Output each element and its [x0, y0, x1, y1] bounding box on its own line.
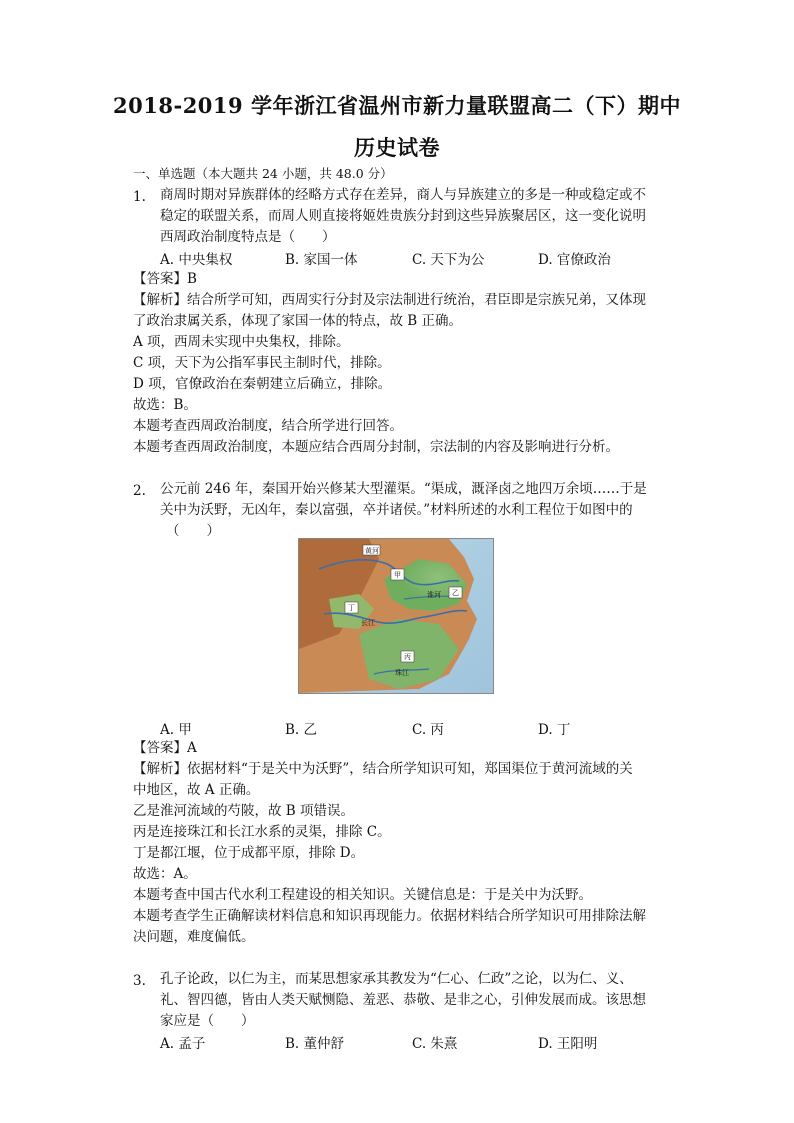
question-number: 2.	[133, 483, 146, 499]
river-map-figure	[298, 538, 494, 694]
option-b: B. 家国一体	[285, 252, 358, 268]
analysis-line: 丁是都江堰，位于成都平原，排除 D。	[133, 845, 365, 861]
option-c: C. 天下为公	[412, 252, 485, 268]
analysis-line: 本题考查西周政治制度，本题应结合西周分封制，宗法制的内容及影响进行分析。	[133, 439, 619, 455]
option-c: C. 丙	[412, 722, 444, 738]
answer-line	[133, 269, 197, 289]
answer-tag: 【答案】	[133, 271, 187, 287]
answer-value: B	[187, 271, 197, 287]
analysis-line: 决问题，难度偏低。	[133, 929, 255, 945]
label-yi: 乙	[452, 589, 459, 597]
analysis-text: 结合所学可知，西周实行分封及宗法制进行统治，君臣即是宗族兄弟，又体现	[187, 292, 646, 308]
question-stem-line: 商周时期对异族群体的经略方式存在差异，商人与异族建立的多是一种或稳定或不	[160, 187, 646, 203]
label-huaihe: 淮河	[427, 591, 441, 599]
label-ding: 丁	[348, 604, 355, 612]
analysis-line	[133, 759, 633, 779]
analysis-line: 了政治隶属关系，体现了家国一体的特点，故 B 正确。	[133, 313, 463, 329]
analysis-line: C 项，天下为公指军事民主制时代，排除。	[133, 355, 391, 371]
analysis-line: A 项，西周未实现中央集权，排除。	[133, 334, 350, 350]
option-a: A. 孟子	[160, 1036, 206, 1052]
section-heading: 一、单选题（本大题共 24 小题，共 48.0 分）	[133, 166, 393, 181]
analysis-line	[133, 290, 646, 310]
question-stem-line: （ ）	[166, 523, 220, 539]
option-a: A. 甲	[160, 722, 192, 738]
analysis-line: 丙是连接珠江和长江水系的灵渠，排除 C。	[133, 824, 391, 840]
analysis-line: D 项，官僚政治在秦朝建立后确立，排除。	[133, 376, 392, 392]
question-stem-line: 家应是（ ）	[160, 1013, 255, 1029]
analysis-line: 乙是淮河流域的芍陂，故 B 项错误。	[133, 803, 355, 819]
label-huanghe: 黄河	[365, 547, 379, 555]
question-stem-line: 孔子论政，以仁为主，而某思想家承其教发为“仁心、仁政”之论，以为仁、义、	[160, 971, 633, 987]
question-stem-line: 稳定的联盟关系，而周人则直接将姬姓贵族分封到这些异族聚居区，这一变化说明	[160, 208, 646, 224]
question-stem-line: 关中为沃野，无凶年，秦以富强，卒并诸侯。”材料所述的水利工程位于如图中的	[160, 502, 633, 518]
answer-value: A	[187, 740, 197, 756]
analysis-tag: 【解析】	[133, 761, 187, 777]
analysis-line: 本题考查中国古代水利工程建设的相关知识。关键信息是：于是关中为沃野。	[133, 887, 592, 903]
label-jia: 甲	[394, 571, 401, 579]
label-changjiang: 长江	[361, 619, 375, 627]
label-bing: 丙	[404, 653, 411, 661]
question-number: 3.	[133, 973, 146, 989]
analysis-line: 本题考查西周政治制度，结合所学进行回答。	[133, 418, 403, 434]
analysis-tag: 【解析】	[133, 292, 187, 308]
analysis-line: 故选：B。	[133, 397, 197, 413]
analysis-line: 故选：A。	[133, 866, 197, 882]
option-a: A. 中央集权	[160, 252, 233, 268]
option-d: D. 丁	[538, 722, 571, 738]
analysis-text: 依据材料“于是关中为沃野”，结合所学知识可知，郑国渠位于黄河流域的关	[187, 761, 633, 777]
answer-tag: 【答案】	[133, 740, 187, 756]
option-d: D. 王阳明	[538, 1036, 598, 1052]
label-zhujiang: 珠江	[395, 669, 409, 677]
question-stem-line: 西周政治制度特点是（ ）	[160, 229, 336, 245]
page-title-line2: 历史试卷	[354, 135, 440, 160]
analysis-line: 中地区，故 A 正确。	[133, 782, 260, 798]
option-d: D. 官僚政治	[538, 252, 611, 268]
option-b: B. 董仲舒	[285, 1036, 345, 1052]
analysis-line: 本题考查学生正确解读材料信息和知识再现能力。依据材料结合所学知识可用排除法解	[133, 908, 646, 924]
page-title-line1: 2018-2019 学年浙江省温州市新力量联盟高二（下）期中	[113, 93, 681, 118]
question-stem-line: 礼、智四德，皆由人类天赋恻隐、羞恶、恭敬、是非之心，引伸发展而成。该思想	[160, 992, 646, 1008]
question-number: 1.	[133, 189, 146, 205]
option-b: B. 乙	[285, 722, 318, 738]
question-stem-line: 公元前 246 年，秦国开始兴修某大型灌渠。“渠成，溉泽卤之地四万余顷……于是	[160, 481, 647, 497]
option-c: C. 朱熹	[412, 1036, 458, 1052]
answer-line	[133, 738, 197, 758]
